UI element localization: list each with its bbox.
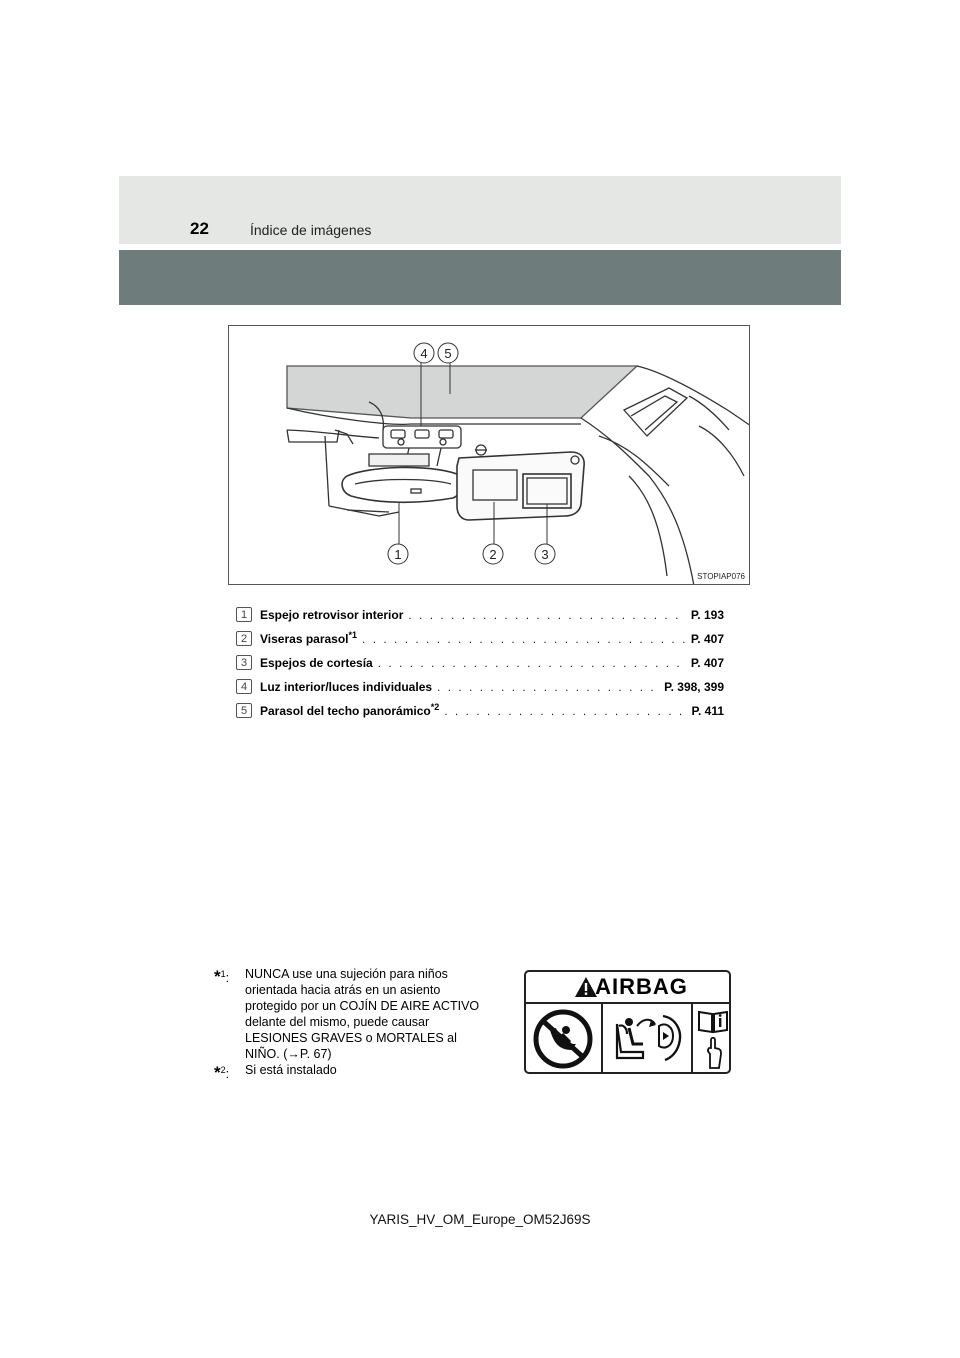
footnote-mark: *$^1$: <box>214 967 230 987</box>
item-label-text: Viseras parasol <box>260 632 349 646</box>
footnote-mark: *$^2$: <box>214 1063 230 1083</box>
item-label-text: Espejo retrovisor interior <box>260 608 404 622</box>
footnote-line: Si está instalado <box>245 1063 337 1077</box>
item-label <box>260 680 432 694</box>
footnote-number: 1 <box>220 969 226 979</box>
item-label-text: Espejos de cortesía <box>260 656 373 670</box>
callout-1: 1 <box>394 547 402 562</box>
panel-read-manual <box>693 1004 731 1074</box>
no-rear-facing-child-seat-icon <box>526 1004 601 1074</box>
airbag-label-panels <box>526 1004 729 1074</box>
item-page-ref[interactable]: P. 411 <box>691 704 724 718</box>
warning-triangle-icon <box>574 976 598 998</box>
item-label-text: Parasol del techo panorámico <box>260 704 431 718</box>
headliner-illustration <box>228 325 750 585</box>
index-list <box>236 598 724 718</box>
item-label <box>260 656 373 670</box>
figure-code: STOPIAP076 <box>697 572 745 581</box>
index-item-panoramic-roof-shade[interactable] <box>236 694 724 718</box>
callout-2: 2 <box>489 547 497 562</box>
callout-4: 4 <box>420 346 428 361</box>
index-item-rearview-mirror[interactable] <box>236 598 724 622</box>
index-item-vanity-mirrors[interactable] <box>236 646 724 670</box>
item-label <box>260 702 439 718</box>
footnote-ref: *1 <box>348 630 358 640</box>
page-number: 22 <box>190 219 209 238</box>
footnote-line: LESIONES GRAVES o MORTALES al <box>245 1031 457 1045</box>
item-page-ref[interactable]: P. 398, 399 <box>664 680 724 694</box>
panel-airbag-deploy <box>603 1004 693 1074</box>
document-code: YARIS_HV_OM_Europe_OM52J69S <box>369 1212 591 1227</box>
footnote-1 <box>214 966 504 1062</box>
callout-5: 5 <box>444 346 452 361</box>
item-page-ref[interactable]: P. 193 <box>690 608 724 622</box>
item-page-ref[interactable]: P. 407 <box>690 632 724 646</box>
leader-dots <box>408 608 685 622</box>
leader-dots <box>437 680 659 694</box>
footnote-ref: *2 <box>430 702 440 712</box>
item-page-ref[interactable]: P. 407 <box>690 656 724 670</box>
footnote-line: NIÑO. (→P. 67) <box>245 1047 332 1061</box>
index-item-interior-lights[interactable] <box>236 670 724 694</box>
item-number: 2 <box>236 631 252 646</box>
item-label <box>260 608 403 622</box>
airbag-deploy-icon <box>603 1004 691 1074</box>
item-label-text: Luz interior/luces individuales <box>260 680 433 694</box>
footnote-star: * <box>214 967 221 987</box>
item-number: 5 <box>236 703 252 718</box>
footnote-line: orientada hacia atrás en un asiento <box>245 983 441 997</box>
leader-dots <box>444 704 686 718</box>
read-manual-icon <box>693 1004 731 1074</box>
footnote-2 <box>214 1062 504 1083</box>
footnotes <box>214 966 504 1083</box>
item-number: 4 <box>236 679 252 694</box>
footnote-star: * <box>214 1063 221 1083</box>
leader-dots <box>362 632 686 646</box>
footnote-line: protegido por un COJÍN DE AIRE ACTIVO <box>245 999 480 1013</box>
footnote-line: NUNCA use una sujeción para niños <box>245 967 448 981</box>
item-number: 3 <box>236 655 252 670</box>
airbag-word: AIRBAG <box>595 974 688 999</box>
header-dark-band <box>119 250 841 305</box>
index-item-sun-visors[interactable] <box>236 622 724 646</box>
callout-3: 3 <box>541 547 549 562</box>
item-number: 1 <box>236 607 252 622</box>
panel-no-child-seat <box>526 1004 603 1074</box>
leader-dots <box>378 656 686 670</box>
section-title: Índice de imágenes <box>250 222 372 238</box>
airbag-warning-label <box>524 970 731 1074</box>
airbag-label-header <box>526 972 729 1004</box>
header-band <box>119 176 841 244</box>
item-label <box>260 630 357 646</box>
footnote-line: delante del mismo, puede causar <box>245 1015 430 1029</box>
footnote-number: 2 <box>220 1065 226 1075</box>
headliner-drawing <box>229 326 750 585</box>
